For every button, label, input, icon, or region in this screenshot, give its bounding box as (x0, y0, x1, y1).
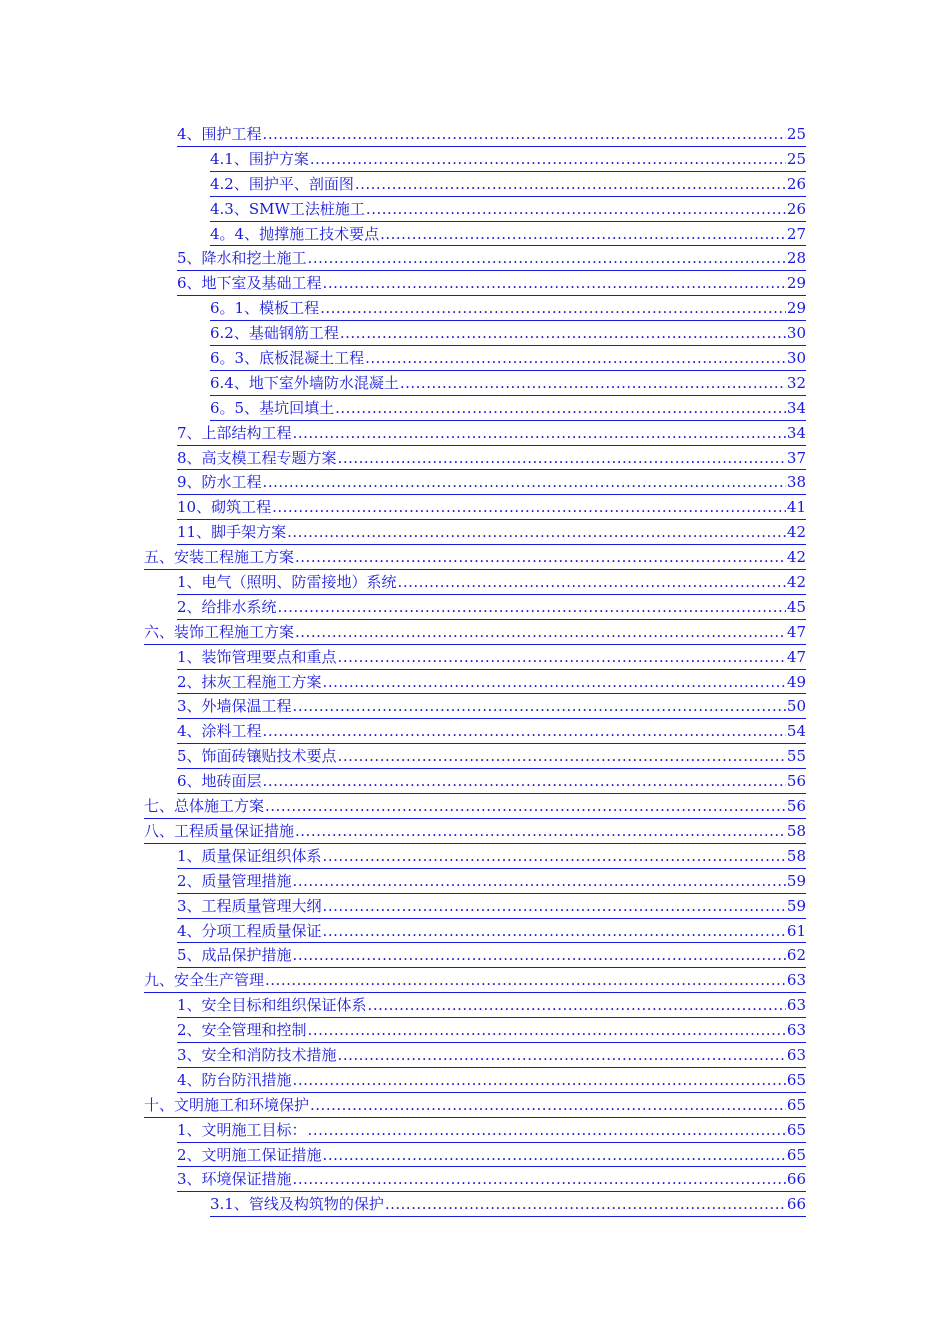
toc-entry-row (210, 296, 806, 321)
toc-entry-label: 6.2、基础钢筋工程 (210, 324, 339, 343)
table-of-contents (0, 122, 950, 1217)
toc-dot-leader (340, 321, 786, 346)
toc-page-number: 63 (786, 971, 806, 990)
toc-dot-leader (366, 197, 786, 222)
toc-entry-label: 4。4、抛撑施工技术要点 (210, 224, 380, 243)
toc-dot-leader (380, 222, 786, 247)
toc-dot-leader (265, 968, 786, 993)
toc-entry-label: 10、砌筑工程 (177, 498, 272, 517)
toc-entry-row (177, 670, 806, 695)
toc-page-number: 62 (786, 946, 806, 965)
toc-entry-label: 6.4、地下室外墙防水混凝土 (210, 373, 399, 392)
toc-entry-link[interactable] (0, 869, 950, 894)
toc-page-number: 65 (786, 1120, 806, 1139)
toc-dot-leader (323, 1143, 786, 1168)
toc-entry-row (177, 1068, 806, 1093)
toc-entry-label: 8、高支模工程专题方案 (177, 448, 337, 467)
toc-page-number: 29 (786, 299, 806, 318)
toc-entry-link[interactable] (0, 595, 950, 620)
toc-dot-leader (308, 1018, 786, 1043)
toc-dot-leader (355, 172, 786, 197)
toc-entry-link[interactable] (0, 1043, 950, 1068)
toc-entry-link[interactable] (0, 421, 950, 446)
toc-page-number: 63 (786, 1021, 806, 1040)
toc-page-number: 59 (786, 871, 806, 890)
toc-entry-link[interactable] (0, 1068, 950, 1093)
toc-entry-link[interactable] (0, 719, 950, 744)
toc-entry-row (210, 197, 806, 222)
toc-entry-row (177, 694, 806, 719)
toc-entry-link[interactable] (0, 296, 950, 321)
toc-page-number: 65 (786, 1070, 806, 1089)
toc-entry-row (177, 470, 806, 495)
toc-dot-leader (320, 296, 786, 321)
toc-page-number: 26 (786, 199, 806, 218)
toc-dot-leader (338, 645, 786, 670)
toc-page-number: 27 (786, 224, 806, 243)
toc-page-number: 65 (786, 1145, 806, 1164)
toc-page-number: 61 (786, 921, 806, 940)
toc-entry-label: 11、脚手架方案 (177, 523, 287, 542)
toc-dot-leader (263, 470, 786, 495)
toc-page-number: 34 (786, 423, 806, 442)
toc-entry-link[interactable] (0, 919, 950, 944)
toc-dot-leader (385, 1192, 786, 1217)
toc-entry-row (177, 1167, 806, 1192)
toc-entry-row (144, 545, 806, 570)
toc-entry-row (210, 222, 806, 247)
toc-dot-leader (400, 371, 786, 396)
toc-entry-row (177, 570, 806, 595)
toc-entry-label: 4、防台防汛措施 (177, 1070, 292, 1089)
toc-entry-row (177, 919, 806, 944)
toc-dot-leader (365, 346, 786, 371)
toc-dot-leader (263, 122, 786, 147)
toc-entry-link[interactable] (0, 819, 950, 844)
toc-entry-row (177, 495, 806, 520)
toc-page-number: 54 (786, 722, 806, 741)
toc-page-number: 38 (786, 473, 806, 492)
toc-entry-row (177, 719, 806, 744)
toc-list (0, 122, 950, 1217)
toc-entry-label: 9、防水工程 (177, 473, 262, 492)
toc-entry-link[interactable] (0, 495, 950, 520)
toc-dot-leader (295, 545, 786, 570)
toc-entry-link[interactable] (0, 1018, 950, 1043)
toc-page-number: 25 (786, 149, 806, 168)
toc-entry-row (177, 246, 806, 271)
toc-dot-leader (310, 147, 786, 172)
toc-entry-row (210, 321, 806, 346)
toc-entry-row (177, 122, 806, 147)
toc-page-number: 29 (786, 274, 806, 293)
toc-dot-leader (295, 620, 786, 645)
toc-page-number: 47 (786, 647, 806, 666)
toc-entry-label: 1、装饰管理要点和重点 (177, 647, 337, 666)
toc-entry-link[interactable] (0, 545, 950, 570)
toc-entry-link[interactable] (0, 1118, 950, 1143)
toc-entry-link[interactable] (0, 694, 950, 719)
toc-entry-label: 6、地砖面层 (177, 772, 262, 791)
toc-entry-row (177, 421, 806, 446)
toc-entry-row (177, 769, 806, 794)
toc-page-number: 63 (786, 996, 806, 1015)
toc-entry-row (144, 1093, 806, 1118)
toc-entry-label: 五、安装工程施工方案 (144, 548, 295, 567)
toc-entry-row (210, 1192, 806, 1217)
toc-entry-label: 1、文明施工目标： (177, 1120, 307, 1139)
toc-page-number: 56 (786, 797, 806, 816)
toc-page-number: 42 (786, 523, 806, 542)
toc-entry-link[interactable] (0, 968, 950, 993)
toc-entry-row (177, 869, 806, 894)
toc-dot-leader (293, 1068, 786, 1093)
toc-entry-label: 2、质量管理措施 (177, 871, 292, 890)
toc-entry-link[interactable] (0, 147, 950, 172)
toc-entry-row (177, 894, 806, 919)
toc-entry-link[interactable] (0, 222, 950, 247)
toc-page-number: 50 (786, 697, 806, 716)
toc-entry-label: 2、文明施工保证措施 (177, 1145, 322, 1164)
toc-entry-row (177, 645, 806, 670)
toc-entry-link[interactable] (0, 446, 950, 471)
toc-entry-link[interactable] (0, 1167, 950, 1192)
toc-page-number: 30 (786, 349, 806, 368)
toc-page-number: 32 (786, 373, 806, 392)
toc-entry-label: 5、成品保护措施 (177, 946, 292, 965)
toc-entry-row (144, 968, 806, 993)
toc-entry-row (177, 1118, 806, 1143)
toc-dot-leader (323, 271, 786, 296)
toc-entry-link[interactable] (0, 520, 950, 545)
toc-entry-row (177, 993, 806, 1018)
toc-entry-label: 3、安全和消防技术措施 (177, 1045, 337, 1064)
toc-entry-row (210, 346, 806, 371)
toc-entry-label: 7、上部结构工程 (177, 423, 292, 442)
toc-dot-leader (308, 1118, 786, 1143)
toc-entry-row (144, 794, 806, 819)
toc-entry-link[interactable] (0, 470, 950, 495)
toc-entry-label: 3、工程质量管理大纲 (177, 896, 322, 915)
toc-entry-row (144, 620, 806, 645)
toc-entry-link[interactable] (0, 271, 950, 296)
toc-entry-row (177, 1043, 806, 1068)
toc-page-number: 58 (786, 846, 806, 865)
toc-page-number: 42 (786, 548, 806, 567)
toc-page-number: 42 (786, 573, 806, 592)
toc-entry-link[interactable] (0, 645, 950, 670)
toc-entry-link[interactable] (0, 122, 950, 147)
toc-page-number: 56 (786, 772, 806, 791)
toc-entry-label: 4.1、围护方案 (210, 149, 309, 168)
toc-entry-link[interactable] (0, 769, 950, 794)
toc-dot-leader (293, 421, 786, 446)
toc-dot-leader (278, 595, 786, 620)
toc-entry-label: 5、降水和挖土施工 (177, 249, 307, 268)
toc-dot-leader (287, 520, 786, 545)
toc-entry-row (210, 371, 806, 396)
toc-dot-leader (293, 943, 786, 968)
toc-entry-link[interactable] (0, 744, 950, 769)
toc-dot-leader (323, 894, 786, 919)
toc-dot-leader (368, 993, 786, 1018)
toc-entry-label: 3、外墙保温工程 (177, 697, 292, 716)
toc-entry-link[interactable] (0, 894, 950, 919)
toc-dot-leader (263, 769, 786, 794)
toc-entry-link[interactable] (0, 844, 950, 869)
toc-entry-label: 3.1、管线及构筑物的保护 (210, 1195, 384, 1214)
toc-dot-leader (293, 869, 786, 894)
toc-entry-row (177, 271, 806, 296)
toc-page-number: 25 (786, 125, 806, 143)
toc-page-number: 47 (786, 622, 806, 641)
toc-page-number: 58 (786, 821, 806, 840)
toc-entry-link[interactable] (0, 396, 950, 421)
toc-dot-leader (338, 744, 786, 769)
toc-page-number: 55 (786, 747, 806, 766)
toc-page-number: 28 (786, 249, 806, 268)
toc-entry-label: 6。3、底板混凝土工程 (210, 349, 365, 368)
toc-entry-label: 6。5、基坑回填土 (210, 398, 335, 417)
toc-entry-label: 2、安全管理和控制 (177, 1021, 307, 1040)
toc-entry-label: 6。1、模板工程 (210, 299, 320, 318)
toc-dot-leader (335, 396, 786, 421)
toc-dot-leader (308, 246, 786, 271)
toc-dot-leader (272, 495, 786, 520)
toc-entry-label: 4、分项工程质量保证 (177, 921, 322, 940)
toc-entry-label: 九、安全生产管理 (144, 971, 265, 990)
toc-entry-link[interactable] (0, 1192, 950, 1217)
toc-entry-link[interactable] (0, 570, 950, 595)
toc-entry-link[interactable] (0, 1093, 950, 1118)
toc-page-number: 41 (786, 498, 806, 517)
toc-dot-leader (295, 819, 786, 844)
toc-entry-label: 八、工程质量保证措施 (144, 821, 295, 840)
toc-dot-leader (293, 694, 786, 719)
toc-entry-label: 十、文明施工和环境保护 (144, 1095, 310, 1114)
toc-entry-label: 4、涂料工程 (177, 722, 262, 741)
toc-entry-link[interactable] (0, 197, 950, 222)
toc-entry-label: 1、电气（照明、防雷接地）系统 (177, 573, 397, 592)
toc-entry-label: 七、总体施工方案 (144, 797, 265, 816)
toc-page-number: 37 (786, 448, 806, 467)
toc-page-number: 45 (786, 597, 806, 616)
toc-entry-label: 4.3、SMW工法桩施工 (210, 199, 365, 218)
toc-dot-leader (323, 919, 786, 944)
toc-entry-label: 4.2、围护平、剖面图 (210, 174, 354, 193)
toc-dot-leader (398, 570, 786, 595)
toc-entry-row (177, 446, 806, 471)
toc-entry-link[interactable] (0, 993, 950, 1018)
toc-page-number: 65 (786, 1095, 806, 1114)
toc-entry-link[interactable] (0, 794, 950, 819)
toc-entry-link[interactable] (0, 670, 950, 695)
toc-entry-row (177, 1018, 806, 1043)
toc-entry-label: 5、饰面砖镶贴技术要点 (177, 747, 337, 766)
toc-entry-link[interactable] (0, 620, 950, 645)
toc-entry-row (177, 1143, 806, 1168)
toc-page-number: 66 (786, 1170, 806, 1189)
toc-entry-label: 1、质量保证组织体系 (177, 846, 322, 865)
toc-page-number: 26 (786, 174, 806, 193)
toc-entry-row (210, 147, 806, 172)
toc-page-number: 59 (786, 896, 806, 915)
toc-entry-link[interactable] (0, 1143, 950, 1168)
toc-page-number: 49 (786, 672, 806, 691)
toc-entry-label: 4、围护工程 (177, 125, 262, 143)
toc-entry-row (177, 744, 806, 769)
toc-entry-link[interactable] (0, 172, 950, 197)
toc-entry-label: 2、抹灰工程施工方案 (177, 672, 322, 691)
toc-entry-row (210, 396, 806, 421)
toc-page-number: 63 (786, 1045, 806, 1064)
toc-page-number: 30 (786, 324, 806, 343)
toc-entry-row (177, 943, 806, 968)
toc-entry-row (177, 520, 806, 545)
toc-entry-link[interactable] (0, 371, 950, 396)
toc-dot-leader (338, 1043, 786, 1068)
toc-entry-link[interactable] (0, 943, 950, 968)
toc-dot-leader (323, 670, 786, 695)
toc-entry-link[interactable] (0, 346, 950, 371)
toc-entry-label: 2、给排水系统 (177, 597, 277, 616)
toc-dot-leader (323, 844, 786, 869)
toc-dot-leader (310, 1093, 786, 1118)
toc-dot-leader (338, 446, 786, 471)
toc-entry-link[interactable] (0, 246, 950, 271)
toc-entry-row (144, 819, 806, 844)
toc-page-number: 34 (786, 398, 806, 417)
toc-entry-label: 六、装饰工程施工方案 (144, 622, 295, 641)
toc-entry-row (177, 595, 806, 620)
toc-dot-leader (263, 719, 786, 744)
toc-entry-label: 1、安全目标和组织保证体系 (177, 996, 367, 1015)
toc-entry-link[interactable] (0, 321, 950, 346)
toc-entry-label: 6、地下室及基础工程 (177, 274, 322, 293)
toc-dot-leader (265, 794, 786, 819)
toc-entry-row (177, 844, 806, 869)
toc-entry-label: 3、环境保证措施 (177, 1170, 292, 1189)
toc-entry-row (210, 172, 806, 197)
toc-dot-leader (293, 1167, 786, 1192)
toc-page-number: 66 (786, 1195, 806, 1214)
